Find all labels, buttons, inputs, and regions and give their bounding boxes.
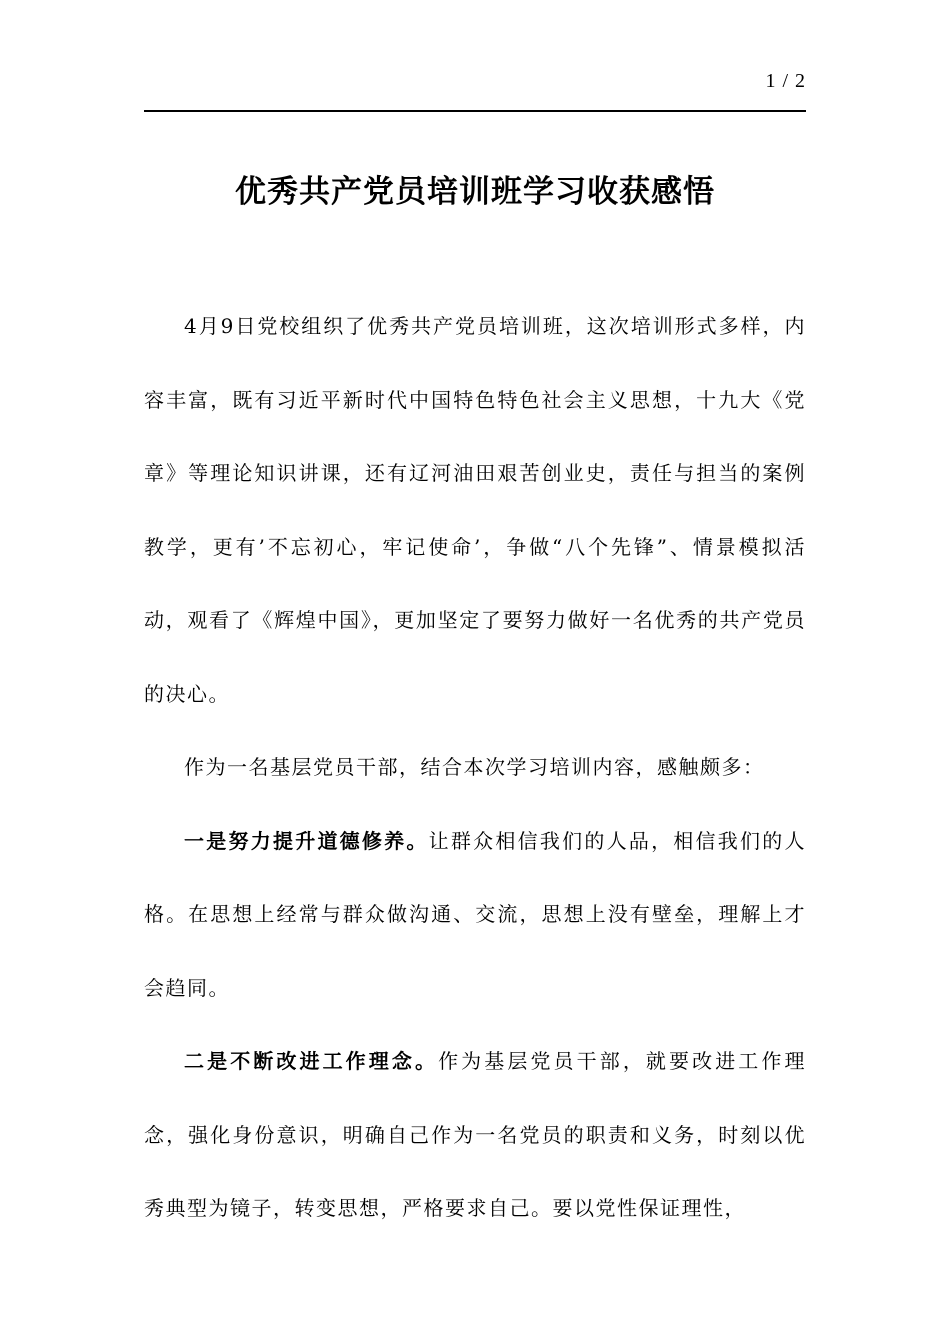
document-title: 优秀共产党员培训班学习收获感悟 <box>235 174 715 210</box>
paragraph-text: 作为一名基层党员干部，结合本次学习培训内容，感触颇多： <box>184 755 765 779</box>
header-rule <box>144 110 806 112</box>
paragraph-lead: 二是不断改进工作理念。 <box>184 1049 439 1073</box>
paragraph-text: 4月9日党校组织了优秀共产党员培训班，这次培训形式多样，内容丰富，既有习近平新时代中国特色特色社会主义思想，十九大《党章》等理论知识讲课，还有辽河油田艰苦创业史，责任与担当的案例教学，更有’不忘初心，牢记使命’，争做“八个先锋”、情景模拟活动，观看了《辉煌中国》，更加坚定了要努力做好一名优秀的共产党员的决心。 <box>144 314 806 706</box>
paragraph-text: 作为基层党员干部，就要改进工作理念，强化身份意识，明确自己作为一名党员的职责和义务，时刻以优秀典型为镜子，转变思想，严格要求自己。要以党性保证理性， <box>144 1049 807 1220</box>
paragraph-transition <box>144 731 806 805</box>
document-body <box>144 290 806 1246</box>
paragraph-text: 让群众相信我们的人品，相信我们的人格。在思想上经常与群众做沟通、交流，思想上没有壁垒，理解上才会趋同。 <box>144 828 807 1000</box>
paragraph-point-two <box>144 1025 806 1246</box>
paragraph-intro <box>144 290 806 731</box>
paragraph-point-one <box>144 805 806 1026</box>
page-number: 1 / 2 <box>765 70 806 92</box>
paragraph-lead: 一是努力提升道德修养。 <box>184 828 429 853</box>
